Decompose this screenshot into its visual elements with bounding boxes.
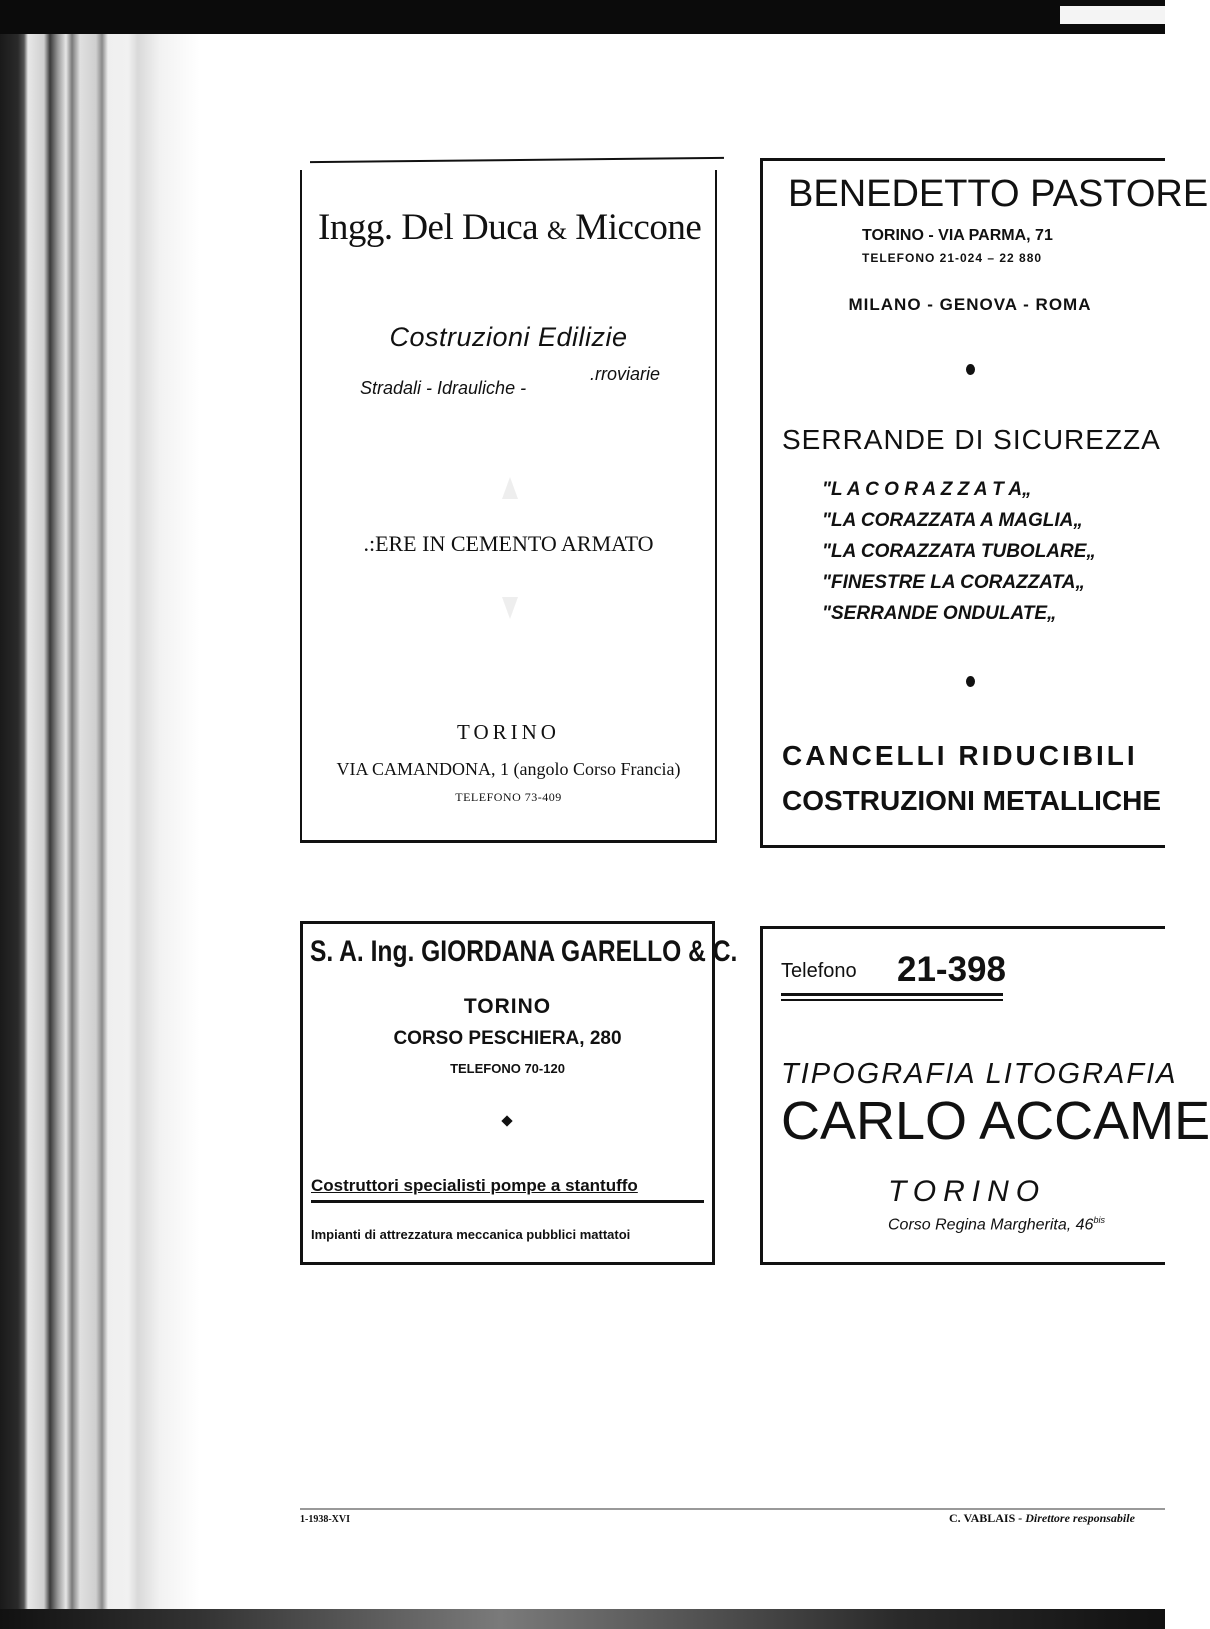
ad-del-duca-subtitle2-left: Stradali - Idrauliche - [360, 378, 527, 398]
ad-del-duca-ampersand: & [546, 216, 567, 245]
scan-bottom-border [0, 1609, 1165, 1629]
ad-pastore-model-item: "LA CORAZZATA A MAGLIA„ [822, 510, 1083, 531]
faded-triangle-down-icon [502, 597, 518, 619]
ad-garello-divider [311, 1200, 704, 1203]
ad-garello-name: S. A. Ing. GIORDANA GARELLO & C. [310, 935, 738, 968]
ad-del-duca-name [318, 206, 718, 249]
ad-pastore-address: TORINO - VIA PARMA, 71 [862, 227, 1053, 244]
ad-del-duca-subtitle2-right: .rroviarie [590, 364, 661, 384]
footer-rule [300, 1508, 1165, 1510]
footer-editor [949, 1511, 1135, 1526]
faded-triangle-up-icon [502, 477, 518, 499]
ad-accame-type: TIPOGRAFIA LITOGRAFIA [781, 1058, 1178, 1090]
scan-top-border [0, 0, 1165, 34]
ad-pastore-phone: TELEFONO 21-024 – 22 880 [862, 251, 1043, 265]
ad-accame-rule [781, 993, 1003, 996]
ad-pastore-cancelli: CANCELLI RIDUCIBILI [782, 740, 1138, 771]
ad-pastore-models-list [822, 474, 1096, 629]
ad-del-duca-city: TORINO [457, 720, 560, 744]
ad-del-duca-phone: TELEFONO 73-409 [455, 790, 562, 804]
ad-garello-phone: TELEFONO 70-120 [450, 1061, 565, 1076]
bullet-dot-icon [966, 364, 975, 375]
ad-del-duca-top-rule [310, 157, 724, 163]
ad-garello-impianti: Impianti di attrezzatura meccanica pubblici mattatoi [311, 1227, 631, 1242]
ad-accame-rule [781, 999, 1003, 1001]
footer-date: 1-1938-XVI [300, 1514, 350, 1525]
ad-accame-city: TORINO [888, 1175, 1047, 1208]
ad-accame-address-text: Corso Regina Margherita, 46 [888, 1216, 1094, 1234]
ad-pastore-model-item: "LA CORAZZATA TUBOLARE„ [822, 541, 1096, 562]
ad-accame-phone-number: 21-398 [897, 950, 1006, 989]
ad-del-duca-cement: .:ERE IN CEMENTO ARMATO [363, 531, 654, 556]
ad-pastore-cities: MILANO - GENOVA - ROMA [848, 295, 1092, 314]
footer-editor-name: C. VABLAIS [949, 1511, 1016, 1525]
ad-pastore-name: BENEDETTO PASTORE [788, 173, 1209, 215]
ad-pastore-section-title: SERRANDE DI SICUREZZA [782, 424, 1161, 455]
ad-accame-address [888, 1215, 1105, 1234]
ad-garello-address: CORSO PESCHIERA, 280 [393, 1028, 622, 1049]
ad-del-duca-subtitle: Costruzioni Edilizie [389, 322, 628, 352]
ad-accame-phone-label: Telefono [781, 960, 857, 982]
book-binding-edge [0, 34, 200, 1629]
ad-garello-specialists: Costruttori specialisti pompe a stantuffo [311, 1176, 638, 1195]
ad-accame-address-sup: bis [1093, 1215, 1105, 1225]
footer-editor-role: - Direttore responsabile [1018, 1511, 1135, 1525]
ad-del-duca-address: VIA CAMANDONA, 1 (angolo Corso Francia) [336, 759, 681, 779]
ad-del-duca-name-part1: Ingg. Del Duca [318, 207, 539, 248]
ad-pastore-model-item: "L A C O R A Z Z A T A„ [822, 479, 1032, 500]
ad-garello-box [300, 921, 738, 1265]
bullet-dot-icon [966, 676, 975, 687]
ad-pastore-model-item: "FINESTRE LA CORAZZATA„ [822, 572, 1086, 593]
ad-del-duca-name-part2: Miccone [575, 207, 702, 248]
ad-pastore-model-item: "SERRANDE ONDULATE„ [822, 603, 1057, 624]
ad-pastore-costruzioni: COSTRUZIONI METALLICHE [782, 785, 1162, 816]
ad-garello-city: TORINO [463, 995, 552, 1018]
ad-accame-name: CARLO ACCAME [781, 1091, 1210, 1151]
scan-top-notch [1060, 6, 1165, 24]
